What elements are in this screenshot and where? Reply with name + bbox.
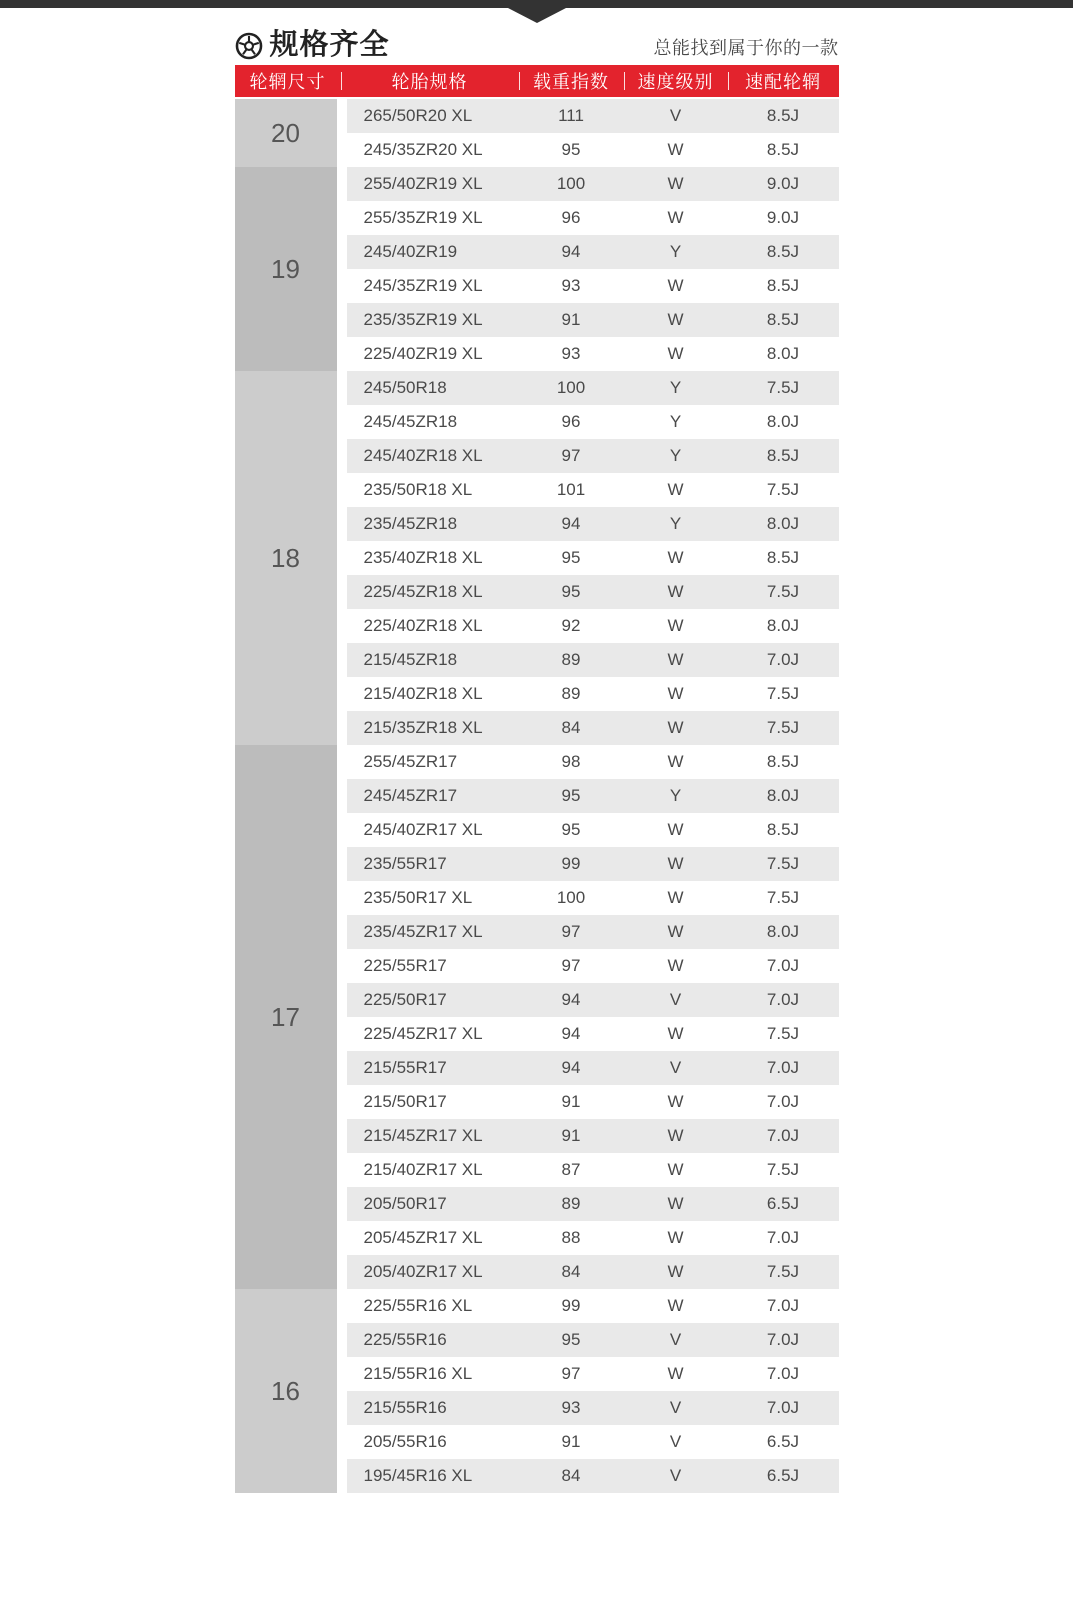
table-row [347, 1425, 839, 1459]
table-row [347, 337, 839, 371]
tire-spec-cell: 235/40ZR18 XL [363, 548, 483, 567]
tire-spec-cell: 215/35ZR18 XL [363, 718, 483, 737]
table-row [347, 1459, 839, 1493]
speed-rating-cell: W [667, 820, 684, 839]
rim-width-cell: 8.0J [766, 412, 800, 431]
tire-spec-cell: 215/40ZR18 XL [363, 684, 483, 703]
rim-width-cell: 8.5J [766, 106, 800, 125]
table-row [347, 1187, 839, 1221]
load-index-cell: 93 [561, 1398, 581, 1417]
tire-spec-cell: 195/45R16 XL [363, 1466, 473, 1485]
load-index-cell: 91 [561, 1432, 581, 1451]
rim-width-cell: 7.0J [766, 990, 800, 1009]
tire-spec-cell: 265/50R20 XL [363, 106, 473, 125]
table-row [347, 1085, 839, 1119]
load-index-cell: 111 [558, 106, 584, 125]
tire-spec-cell: 245/45ZR17 [363, 786, 458, 805]
table-row [347, 1289, 839, 1323]
speed-rating-cell: Y [669, 242, 682, 261]
load-index-cell: 100 [556, 174, 586, 193]
table-row [347, 779, 839, 813]
tire-spec-cell: 245/35ZR20 XL [363, 140, 483, 159]
tire-spec-cell: 215/40ZR17 XL [363, 1160, 483, 1179]
tire-spec-cell: 205/50R17 [363, 1194, 447, 1213]
table-row [347, 643, 839, 677]
table-row [347, 99, 839, 133]
load-index-cell: 95 [561, 140, 581, 159]
load-index-cell: 91 [561, 1126, 581, 1145]
tire-spec-cell: 225/40ZR18 XL [363, 616, 483, 635]
rim-width-cell: 7.5J [766, 684, 800, 703]
rim-width-cell: 8.5J [766, 310, 800, 329]
table-row [347, 371, 839, 405]
speed-rating-cell: W [667, 752, 684, 771]
load-index-cell: 89 [561, 684, 581, 703]
rim-width-cell: 8.0J [766, 616, 800, 635]
load-index-cell: 84 [561, 718, 581, 737]
load-index-cell: 95 [561, 1330, 581, 1349]
spec-section [235, 8, 839, 1493]
tire-spec-cell: 235/45ZR18 [363, 514, 458, 533]
table-row [347, 541, 839, 575]
table-row [347, 201, 839, 235]
load-index-cell: 92 [561, 616, 581, 635]
load-index-cell: 95 [561, 786, 581, 805]
speed-rating-cell: W [667, 1262, 684, 1281]
rim-width-cell: 7.5J [766, 1024, 800, 1043]
header-load-index: 载重指数 [519, 65, 624, 97]
page-subtitle: 总能找到属于你的一款 [653, 38, 839, 58]
load-index-cell: 101 [556, 480, 586, 499]
speed-rating-cell: W [667, 1126, 684, 1145]
rim-width-cell: 8.5J [766, 446, 800, 465]
rim-width-cell: 6.5J [766, 1194, 800, 1213]
speed-rating-cell: W [667, 1364, 684, 1383]
page-title: 规格齐全 [269, 29, 390, 61]
tire-spec-cell: 235/50R18 XL [363, 480, 473, 499]
load-index-cell: 100 [556, 378, 586, 397]
load-index-cell: 99 [561, 854, 581, 873]
load-index-cell: 95 [561, 820, 581, 839]
speed-rating-cell: W [667, 140, 684, 159]
rim-column [235, 99, 337, 1493]
rim-size-cell: 17 [235, 745, 337, 1289]
speed-rating-cell: V [669, 1330, 682, 1349]
speed-rating-cell: W [667, 616, 684, 635]
tire-spec-cell: 235/35ZR19 XL [363, 310, 483, 329]
speed-rating-cell: W [667, 344, 684, 363]
tire-spec-cell: 225/45ZR18 XL [363, 582, 483, 601]
speed-rating-cell: W [667, 888, 684, 907]
table-row [347, 473, 839, 507]
rim-width-cell: 7.0J [766, 1398, 800, 1417]
tire-spec-cell: 205/45ZR17 XL [363, 1228, 483, 1247]
speed-rating-cell: W [667, 480, 684, 499]
tire-spec-cell: 255/40ZR19 XL [363, 174, 483, 193]
section-title-wrap [235, 31, 390, 60]
load-index-cell: 84 [561, 1262, 581, 1281]
rim-width-cell: 8.0J [766, 922, 800, 941]
tire-spec-cell: 225/45ZR17 XL [363, 1024, 483, 1043]
tire-spec-cell: 225/55R16 XL [363, 1296, 473, 1315]
speed-rating-cell: V [669, 1058, 682, 1077]
speed-rating-cell: W [667, 1160, 684, 1179]
rim-width-cell: 8.5J [766, 140, 800, 159]
speed-rating-cell: W [667, 854, 684, 873]
speed-rating-cell: W [667, 310, 684, 329]
speed-rating-cell: W [667, 1024, 684, 1043]
rim-width-cell: 8.5J [766, 820, 800, 839]
table-row [347, 1153, 839, 1187]
tire-spec-cell: 255/35ZR19 XL [363, 208, 483, 227]
load-index-cell: 88 [561, 1228, 581, 1247]
rim-width-cell: 7.0J [766, 1364, 800, 1383]
table-row [347, 813, 839, 847]
table-row [347, 1221, 839, 1255]
rim-width-cell: 7.5J [766, 582, 800, 601]
table-row [347, 405, 839, 439]
load-index-cell: 94 [561, 242, 581, 261]
table-row [347, 133, 839, 167]
table-row [347, 1017, 839, 1051]
table-row [347, 269, 839, 303]
header-speed-rating: 速度级别 [624, 65, 728, 97]
table-row [347, 507, 839, 541]
table-row [347, 1391, 839, 1425]
speed-rating-cell: Y [669, 786, 682, 805]
speed-rating-cell: W [667, 956, 684, 975]
speed-rating-cell: V [669, 1398, 682, 1417]
table-row [347, 745, 839, 779]
tire-spec-cell: 215/50R17 [363, 1092, 447, 1111]
rim-width-cell: 8.5J [766, 548, 800, 567]
load-index-cell: 87 [561, 1160, 581, 1179]
table-body [235, 99, 839, 1493]
tire-spec-cell: 245/40ZR18 XL [363, 446, 483, 465]
table-row [347, 915, 839, 949]
rim-width-cell: 8.0J [766, 514, 800, 533]
tire-spec-cell: 245/35ZR19 XL [363, 276, 483, 295]
tire-spec-cell: 245/45ZR18 [363, 412, 458, 431]
load-index-cell: 89 [561, 1194, 581, 1213]
tire-spec-cell: 215/55R16 XL [363, 1364, 473, 1383]
load-index-cell: 95 [561, 582, 581, 601]
rim-width-cell: 6.5J [766, 1466, 800, 1485]
rim-width-cell: 7.0J [766, 1092, 800, 1111]
speed-rating-cell: W [667, 1092, 684, 1111]
wheel-icon [235, 32, 263, 60]
rim-width-cell: 9.0J [766, 174, 800, 193]
top-divider-bar [0, 0, 1073, 8]
table-row [347, 677, 839, 711]
speed-rating-cell: W [667, 276, 684, 295]
rim-width-cell: 8.5J [766, 752, 800, 771]
rim-size-cell: 20 [235, 99, 337, 167]
speed-rating-cell: W [667, 1296, 684, 1315]
rim-width-cell: 8.5J [766, 242, 800, 261]
section-header [235, 27, 839, 60]
speed-rating-cell: W [667, 718, 684, 737]
rim-width-cell: 7.0J [766, 1126, 800, 1145]
rim-width-cell: 7.0J [766, 1228, 800, 1247]
tire-spec-cell: 235/55R17 [363, 854, 447, 873]
rim-width-cell: 7.5J [766, 1160, 800, 1179]
tire-spec-cell: 215/45ZR18 [363, 650, 458, 669]
rim-width-cell: 9.0J [766, 208, 800, 227]
speed-rating-cell: W [667, 922, 684, 941]
rim-width-cell: 8.5J [766, 276, 800, 295]
load-index-cell: 96 [561, 412, 581, 431]
speed-rating-cell: W [667, 174, 684, 193]
load-index-cell: 93 [561, 344, 581, 363]
rim-width-cell: 7.0J [766, 650, 800, 669]
load-index-cell: 95 [561, 548, 581, 567]
load-index-cell: 97 [561, 922, 581, 941]
rim-width-cell: 7.5J [766, 480, 800, 499]
tire-spec-cell: 215/55R17 [363, 1058, 447, 1077]
table-row [347, 711, 839, 745]
speed-rating-cell: W [667, 650, 684, 669]
table-row [347, 167, 839, 201]
tire-spec-cell: 225/55R16 [363, 1330, 447, 1349]
tire-spec-cell: 205/55R16 [363, 1432, 447, 1451]
rim-width-cell: 7.5J [766, 378, 800, 397]
rim-width-cell: 7.0J [766, 1330, 800, 1349]
speed-rating-cell: W [667, 548, 684, 567]
speed-rating-cell: V [669, 1466, 682, 1485]
rim-size-cell: 19 [235, 167, 337, 371]
tire-spec-cell: 225/50R17 [363, 990, 447, 1009]
rim-width-cell: 8.0J [766, 344, 800, 363]
speed-rating-cell: W [667, 582, 684, 601]
table-row [347, 949, 839, 983]
load-index-cell: 100 [556, 888, 586, 907]
load-index-cell: 94 [561, 514, 581, 533]
tire-spec-cell: 215/45ZR17 XL [363, 1126, 483, 1145]
speed-rating-cell: V [669, 1432, 682, 1451]
load-index-cell: 94 [561, 1024, 581, 1043]
load-index-cell: 97 [561, 1364, 581, 1383]
tire-spec-cell: 225/55R17 [363, 956, 447, 975]
speed-rating-cell: Y [669, 514, 682, 533]
table-row [347, 609, 839, 643]
rim-size-cell: 18 [235, 371, 337, 745]
speed-rating-cell: Y [669, 412, 682, 431]
load-index-cell: 97 [561, 446, 581, 465]
load-index-cell: 96 [561, 208, 581, 227]
tire-spec-table [235, 65, 839, 1493]
speed-rating-cell: W [667, 684, 684, 703]
tire-spec-cell: 255/45ZR17 [363, 752, 458, 771]
table-row [347, 847, 839, 881]
tire-spec-cell: 235/50R17 XL [363, 888, 473, 907]
speed-rating-cell: Y [669, 378, 682, 397]
header-tire-spec: 轮胎规格 [341, 65, 519, 97]
rows-column [347, 99, 839, 1493]
table-row [347, 1323, 839, 1357]
speed-rating-cell: W [667, 208, 684, 227]
load-index-cell: 98 [561, 752, 581, 771]
rim-size-cell: 16 [235, 1289, 337, 1493]
rim-width-cell: 7.0J [766, 956, 800, 975]
rim-width-cell: 7.5J [766, 718, 800, 737]
table-row [347, 575, 839, 609]
table-row [347, 1051, 839, 1085]
tire-spec-cell: 215/55R16 [363, 1398, 447, 1417]
speed-rating-cell: V [669, 990, 682, 1009]
load-index-cell: 94 [561, 990, 581, 1009]
rim-width-cell: 7.5J [766, 888, 800, 907]
section-arrow-notch [508, 8, 566, 23]
rim-width-cell: 8.0J [766, 786, 800, 805]
load-index-cell: 91 [561, 310, 581, 329]
tire-spec-cell: 225/40ZR19 XL [363, 344, 483, 363]
rim-width-cell: 7.0J [766, 1058, 800, 1077]
rim-width-cell: 7.5J [766, 1262, 800, 1281]
load-index-cell: 99 [561, 1296, 581, 1315]
table-row [347, 983, 839, 1017]
speed-rating-cell: W [667, 1228, 684, 1247]
table-row [347, 1119, 839, 1153]
tire-spec-cell: 205/40ZR17 XL [363, 1262, 483, 1281]
tire-spec-cell: 245/50R18 [363, 378, 447, 397]
tire-spec-cell: 235/45ZR17 XL [363, 922, 483, 941]
header-rim-width: 速配轮辋 [728, 65, 839, 97]
table-row [347, 303, 839, 337]
table-row [347, 1255, 839, 1289]
speed-rating-cell: W [667, 1194, 684, 1213]
load-index-cell: 89 [561, 650, 581, 669]
table-row [347, 235, 839, 269]
tire-spec-cell: 245/40ZR17 XL [363, 820, 483, 839]
speed-rating-cell: Y [669, 446, 682, 465]
rim-width-cell: 7.5J [766, 854, 800, 873]
column-gap [337, 99, 347, 1493]
header-rim-size: 轮辋尺寸 [249, 72, 326, 92]
table-header-row [235, 65, 839, 97]
rim-width-cell: 6.5J [766, 1432, 800, 1451]
table-row [347, 1357, 839, 1391]
load-index-cell: 84 [561, 1466, 581, 1485]
tire-spec-cell: 245/40ZR19 [363, 242, 458, 261]
load-index-cell: 94 [561, 1058, 581, 1077]
speed-rating-cell: V [669, 106, 682, 125]
load-index-cell: 91 [561, 1092, 581, 1111]
table-row [347, 439, 839, 473]
rim-width-cell: 7.0J [766, 1296, 800, 1315]
table-row [347, 881, 839, 915]
load-index-cell: 93 [561, 276, 581, 295]
load-index-cell: 97 [561, 956, 581, 975]
